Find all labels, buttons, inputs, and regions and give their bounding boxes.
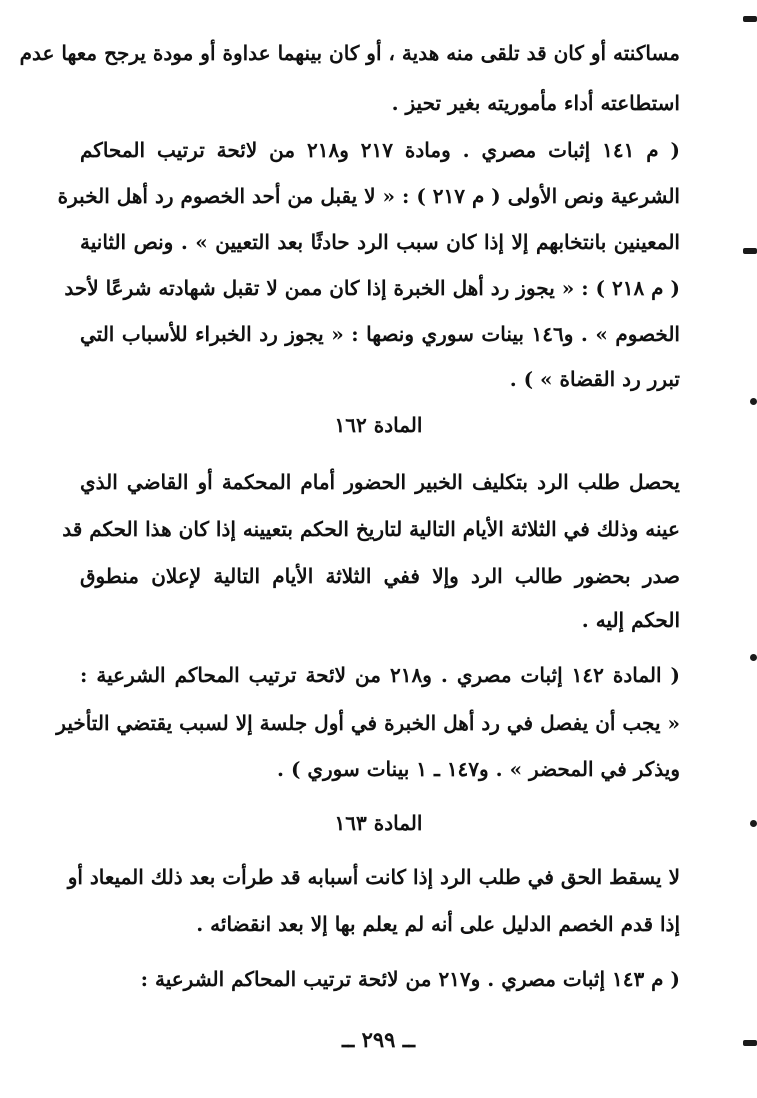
scan-edge-mark xyxy=(750,654,757,661)
text-line: ( م ١٤٣ إثبات مصري . و٢١٧ من لائحة ترتيب المحاكم الشرعية : xyxy=(140,967,680,991)
text-line: يحصل طلب الرد بتكليف الخبير الحضور أمام المحكمة أو القاضي الذي xyxy=(80,470,680,494)
text-line: ( م ٢١٨ ) : « يجوز رد أهل الخبرة إذا كان ممن لا تقبل شهادته شرعًا لأحد xyxy=(64,276,680,300)
text-line: المعينين بانتخابهم إلا إذا كان سبب الرد حادثًا بعد التعيين » . ونص الثانية xyxy=(80,230,680,254)
scan-edge-mark xyxy=(750,820,757,827)
scan-edge-mark xyxy=(743,248,757,254)
scan-edge-mark xyxy=(743,16,757,22)
scan-edge-mark xyxy=(750,398,757,405)
page-number: ــ ٢٩٩ ــ xyxy=(341,1027,416,1052)
text-line: الشرعية ونص الأولى ( م ٢١٧ ) : « لا يقبل من أحد الخصوم رد أهل الخبرة xyxy=(57,184,680,208)
text-line: ويذكر في المحضر » . و١٤٧ ـ ١ بينات سوري ) . xyxy=(277,757,680,781)
text-line: إذا قدم الخصم الدليل على أنه لم يعلم بها إلا بعد انقضائه . xyxy=(196,912,680,936)
text-line: مساكنته أو كان قد تلقى منه هدية ، أو كان بينهما عداوة أو مودة يرجح معها عدم xyxy=(19,41,680,65)
text-line: الخصوم » . و١٤٦ بينات سوري ونصها : « يجوز رد الخبراء للأسباب التي xyxy=(80,322,680,346)
text-line: ( المادة ١٤٢ إثبات مصري . و٢١٨ من لائحة ترتيب المحاكم الشرعية : xyxy=(80,663,680,687)
text-line: استطاعته أداء مأموريته بغير تحيز . xyxy=(391,91,680,115)
text-line: ( م ١٤١ إثبات مصري . ومادة ٢١٧ و٢١٨ من لائحة ترتيب المحاكم xyxy=(80,138,681,162)
scan-edge-mark xyxy=(743,1040,757,1046)
text-line: لا يسقط الحق في طلب الرد إذا كانت أسبابه قد طرأت بعد ذلك الميعاد أو xyxy=(67,865,680,889)
text-line: تبرر رد القضاة » ) . xyxy=(509,367,680,391)
article-heading: المادة ١٦٣ xyxy=(334,811,423,835)
text-line: عينه وذلك في الثلاثة الأيام التالية لتاريخ الحكم بتعيينه إذا كان هذا الحكم قد xyxy=(62,517,680,541)
text-line: صدر بحضور طالب الرد وإلا ففي الثلاثة الأيام التالية لإعلان منطوق xyxy=(80,564,680,588)
text-line: « يجب أن يفصل في رد أهل الخبرة في أول جلسة إلا لسبب يقتضي التأخير xyxy=(56,711,680,735)
text-line: الحكم إليه . xyxy=(581,608,680,632)
article-heading: المادة ١٦٢ xyxy=(334,413,423,437)
